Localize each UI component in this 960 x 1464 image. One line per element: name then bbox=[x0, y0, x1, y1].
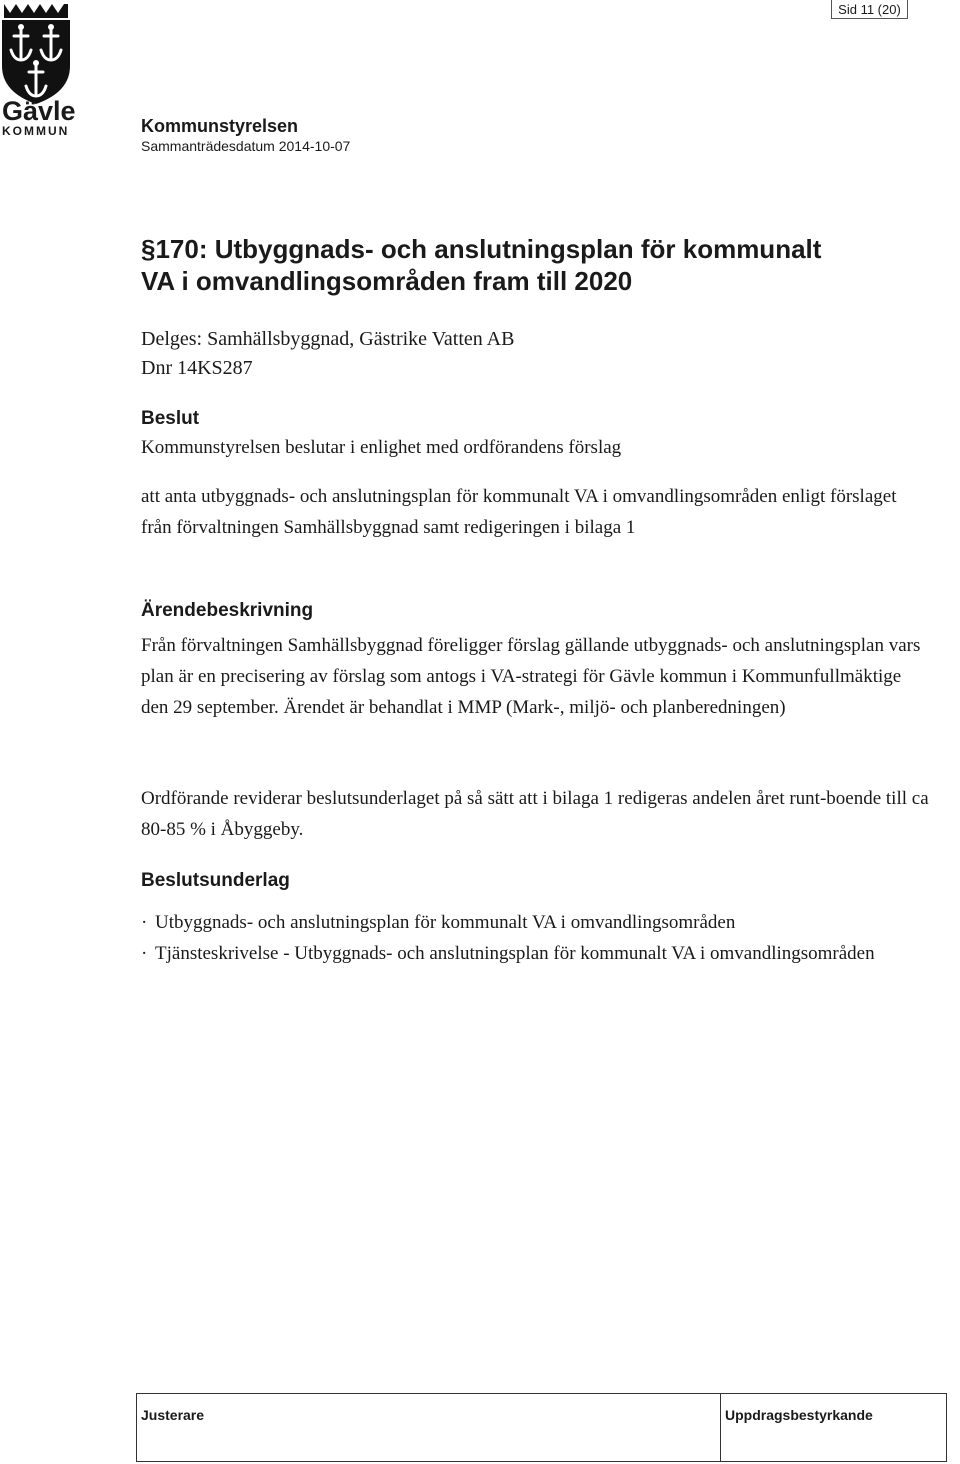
case-title-line-1 bbox=[141, 233, 921, 265]
list-item-text: Utbyggnads- och anslutningsplan för kommunalt VA i omvandlingsområden bbox=[155, 912, 736, 933]
case-number: Dnr 14KS287 bbox=[141, 357, 253, 379]
decision-intro: Kommunstyrelsen beslutar i enlighet med ordförandens förslag bbox=[141, 437, 622, 458]
decision-basis-heading: Beslutsunderlag bbox=[141, 870, 290, 891]
justerare-label: Justerare bbox=[141, 1407, 205, 1423]
signature-cell-justerare bbox=[137, 1394, 721, 1461]
signature-cell-uppdragsbestyrkande bbox=[721, 1394, 946, 1461]
chair-revision-text: Ordförande reviderar beslutsunderlaget på så sätt att i bilaga 1 redigeras andelen året runt-boende till ca 80-85 % i Åbyggeby. bbox=[141, 788, 929, 840]
meeting-date: Sammanträdesdatum 2014-10-07 bbox=[141, 138, 351, 154]
bullet-icon: · bbox=[141, 912, 148, 933]
decision-heading: Beslut bbox=[141, 408, 200, 429]
list-item bbox=[141, 907, 960, 938]
page-number: Sid 11 (20) bbox=[831, 0, 908, 19]
logo-name-text: Gävle bbox=[2, 96, 76, 126]
list-item-text: Tjänsteskrivelse - Utbyggnads- och anslutningsplan för kommunalt VA i omvandlingsområden bbox=[155, 943, 875, 964]
distribution-list: Delges: Samhällsbyggnad, Gästrike Vatten AB bbox=[141, 328, 515, 350]
decision-basis-list bbox=[141, 907, 960, 969]
case-title-line-2: VA i omvandlingsområden fram till 2020 bbox=[141, 266, 633, 296]
case-description-heading: Ärendebeskrivning bbox=[141, 600, 314, 621]
gavle-kommun-logo bbox=[0, 0, 90, 140]
organization-name: Kommunstyrelsen bbox=[141, 116, 299, 136]
paragraph-sign: § bbox=[141, 234, 156, 264]
list-item bbox=[141, 938, 960, 969]
case-description-text: Från förvaltningen Samhällsbyggnad föreligger förslag gällande utbyggnads- och anslutningsplan vars plan är en precisering av förslag som antogs i VA-strategi för Gävle kommun i Kommunfullmäktige den 29 september. Ärendet är behandlat i MMP (Mark-, miljö- och planberedningen) bbox=[141, 635, 921, 718]
case-title bbox=[141, 233, 921, 297]
uppdragsbestyrkande-label: Uppdragsbestyrkande bbox=[725, 1407, 873, 1423]
bullet-icon: · bbox=[141, 943, 148, 964]
signature-table bbox=[136, 1393, 947, 1462]
logo-sub-text: KOMMUN bbox=[2, 124, 70, 138]
case-title-line-1-text: 170: Utbyggnads- och anslutningsplan för kommunalt bbox=[155, 234, 822, 264]
decision-text: att anta utbyggnads- och anslutningsplan för kommunalt VA i omvandlingsområden enligt förslaget från förvaltningen Samhällsbyggnad samt redigeringen i bilaga 1 bbox=[141, 486, 897, 538]
